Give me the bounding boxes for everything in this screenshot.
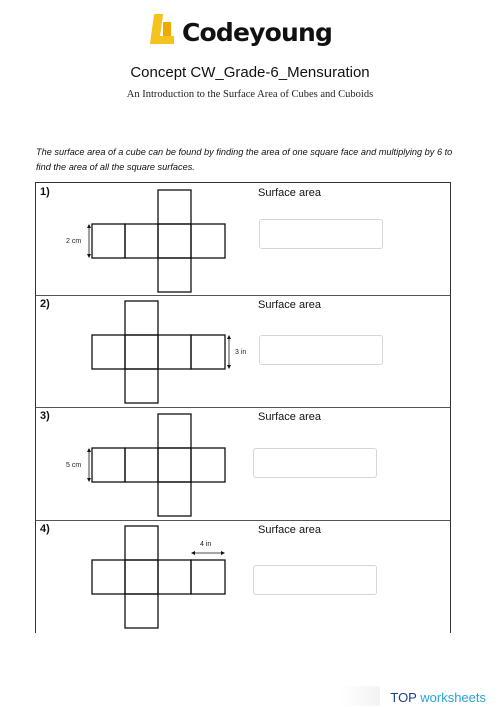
net-face: [158, 448, 191, 482]
brand-logo: [150, 12, 332, 52]
net-face: [125, 448, 158, 482]
question-number: 2): [40, 298, 50, 310]
footer-shade: [340, 686, 380, 706]
net-face: [158, 414, 191, 448]
dimension-arrow: [87, 254, 91, 258]
cube-net-diagram: [36, 407, 450, 520]
net-face: [158, 224, 191, 258]
page-title: Concept CW_Grade-6_Mensuration: [130, 64, 370, 81]
net-face: [125, 301, 158, 335]
net-face: [158, 560, 191, 594]
dimension-label: 4 in: [200, 541, 212, 548]
net-face: [92, 224, 125, 258]
net-face: [92, 335, 125, 369]
net-face: [125, 594, 158, 628]
net-face: [191, 224, 225, 258]
net-face: [158, 482, 191, 516]
surface-area-label: Surface area: [258, 187, 321, 199]
question-number: 4): [40, 523, 50, 535]
dimension-arrow: [87, 478, 91, 482]
dimension-arrow: [227, 335, 231, 339]
surface-area-label: Surface area: [258, 411, 321, 423]
dimension-arrow: [221, 551, 225, 555]
page-subtitle: An Introduction to the Surface Area of Cubes and Cuboids: [126, 89, 374, 100]
net-face: [92, 448, 125, 482]
net-face: [92, 560, 125, 594]
net-face: [158, 335, 191, 369]
brand-worksheets: worksheets: [420, 690, 486, 705]
worksheet-table: [35, 182, 451, 633]
dimension-label: 5 cm: [66, 462, 82, 469]
question-number: 1): [40, 186, 50, 198]
cube-net-diagram: [36, 183, 450, 295]
question-4: [36, 520, 450, 633]
dimension-arrow: [227, 365, 231, 369]
net-face: [158, 190, 191, 224]
question-3: [36, 407, 450, 521]
instructions-text: The surface area of a cube can be found by finding the area of one square face and multiplying by 6 to find the area of all the square surfaces.: [36, 147, 453, 172]
dimension-arrow: [191, 551, 195, 555]
net-face: [125, 526, 158, 560]
dimension-arrow: [87, 224, 91, 228]
dimension-label: 3 in: [235, 349, 247, 356]
net-face: [158, 258, 191, 292]
surface-area-label: Surface area: [258, 524, 321, 536]
net-face: [125, 560, 158, 594]
net-face: [125, 335, 158, 369]
topworksheets-logo[interactable]: [390, 690, 486, 705]
surface-area-label: Surface area: [258, 299, 321, 311]
net-face: [125, 369, 158, 403]
net-face: [125, 224, 158, 258]
dimension-arrow: [87, 448, 91, 452]
net-face: [191, 560, 225, 594]
question-2: [36, 295, 450, 408]
net-face: [191, 448, 225, 482]
net-face: [191, 335, 225, 369]
cube-net-diagram: [36, 520, 450, 633]
dimension-label: 2 cm: [66, 238, 82, 245]
logo-icon: [150, 14, 178, 50]
cube-net-diagram: [36, 295, 450, 407]
brand-name: Codeyoung: [182, 17, 333, 47]
brand-top: TOP: [390, 690, 417, 705]
question-1: [36, 183, 450, 296]
question-number: 3): [40, 410, 50, 422]
